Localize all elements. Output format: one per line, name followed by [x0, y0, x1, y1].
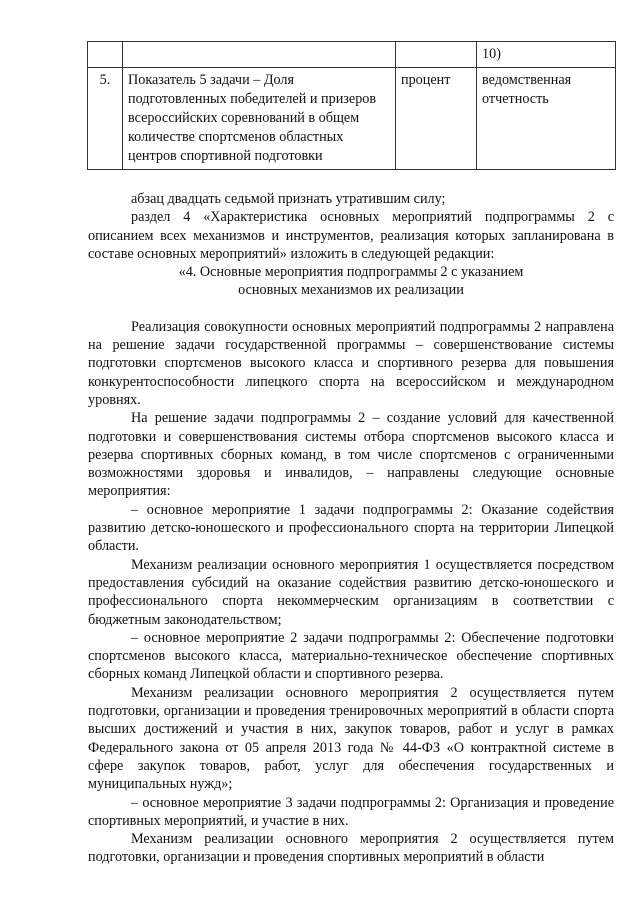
table-row [88, 42, 616, 68]
indicator-name: Показатель 5 задачи – Доля подготовленных победителей и призеров всероссийских соревнований в общем количестве спортсменов областных центров спортивной подготовки [123, 68, 396, 170]
section-heading-line-2: основных механизмов их реализации [238, 282, 464, 299]
paragraph: Механизм реализации основного мероприятия 2 осуществляется путем подготовки, организации и проведения спортивных мероприятий в области [88, 831, 614, 866]
paragraph: Реализация совокупности основных мероприятий подпрограммы 2 направлена на решение задачи государственной программы – совершенствование системы подготовки спортсменов высокого класса и спортивного резерва для повышения конкурентоспособности липецкого спорта на всероссийском и международном уровнях. [88, 318, 614, 408]
data-source: ведомственная отчетность [477, 68, 616, 170]
unit: процент [396, 68, 477, 170]
paragraph: На решение задачи подпрограммы 2 – создание условий для качественной подготовки и совершенствования системы отбора спортсменов высокого класса и резерва спортивных сборных команд, в том числе спортсменов с ограниченными возможностями здоровья и инвалидов, – направлены следующие основные мероприятия: [88, 410, 614, 500]
paragraph: – основное мероприятие 2 задачи подпрограммы 2: Обеспечение подготовки спортсменов высокого класса, материально-техническое обеспечение спортивных сборных команд Липецкой области и спортивного резерва. [88, 629, 614, 683]
paragraph: абзац двадцать седьмой признать утратившим силу; [131, 191, 446, 207]
paragraph: – основное мероприятие 1 задачи подпрограммы 2: Оказание содействия развитию детско-юношеского и профессионального спорта на территории Липецкой области. [88, 501, 614, 555]
paragraph: раздел 4 «Характеристика основных мероприятий подпрограммы 2 с описанием всех механизмов и инструментов, реализация которых запланирована в составе основных мероприятий» изложить в следующей редакции: [88, 209, 614, 262]
data-source: 10) [477, 42, 616, 68]
table-row [88, 68, 616, 170]
paragraph: – основное мероприятие 3 задачи подпрограммы 2: Организация и проведение спортивных мероприятий, и участие в них. [88, 794, 614, 829]
paragraph: Механизм реализации основного мероприятия 1 осуществляется посредством предоставления субсидий на оказание содействия развитию детско-юношеского и профессионального спорта некоммерческим организациям в соответствии с бюджетным законодательством; [88, 556, 614, 628]
indicator-table [87, 41, 616, 170]
section-heading-line-1: «4. Основные мероприятия подпрограммы 2 с указанием [178, 264, 524, 281]
spacer [88, 300, 614, 318]
document-body [88, 190, 614, 867]
row-number: 5. [88, 68, 123, 170]
paragraph: Механизм реализации основного мероприятия 2 осуществляется путем подготовки, организации и проведения тренировочных мероприятий в области спорта высших достижений и участия в них, закупок товаров, работ и услуг в рамках Федерального закона от 05 апреля 2013 года № 44-ФЗ «О контрактной системе в сфере закупок товаров, работ, услуг для обеспечения государственных и муниципальных нужд»; [88, 684, 614, 793]
row-number [88, 42, 123, 68]
unit [396, 42, 477, 68]
indicator-name [123, 42, 396, 68]
